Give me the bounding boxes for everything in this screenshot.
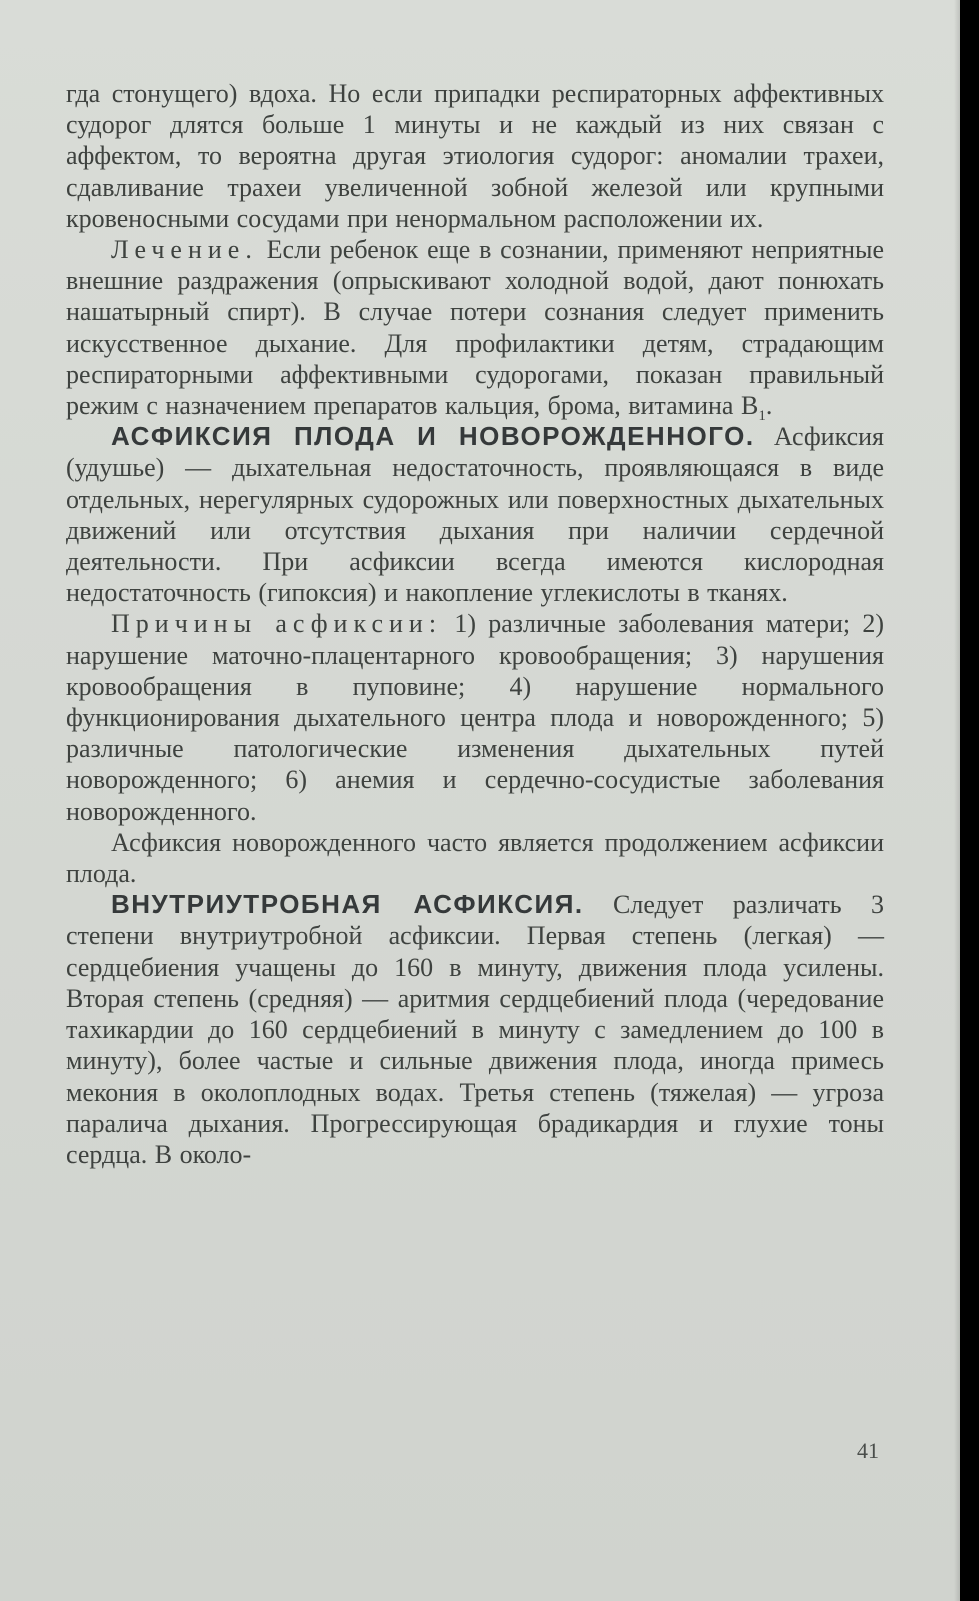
- continuation-text: Асфиксия новорожденного часто является продолжением асфиксии плода.: [66, 827, 884, 889]
- causes-text: 1) различные заболевания матери; 2) нарушение маточно-плацентарного кровообращения; 3) нарушения кровообращения в пуповине; 4) нарушение нормального функционирования дыхательного центра плода и новорожденного; 5) различные патологические изменения дыхательных путей новорожденного; 6) анемия и сердечно-сосудистые заболевания новорожденного.: [66, 609, 884, 826]
- asphyxia-text: Асфиксия (удушье) — дыхательная недостаточность, проявляющаяся в виде отдельных, нерегулярных судорожных или поверхностных дыхательных движений или отсутствия дыхания при наличии сердечной деятельности. При асфиксии всегда имеются кислородная недостаточность (гипоксия) и накопление углекислоты в тканях.: [66, 422, 884, 608]
- paragraph-1: [66, 78, 884, 234]
- intrauterine-text: Следует различать 3 степени внутриутробной асфиксии. Первая степень (легкая) — сердцебиения учащены до 160 в минуту, движения плода усилены. Вторая степень (средняя) — аритмия сердцебиений плода (чередование тахикардии до 160 сердцебиений в минуту с замедлением до 100 в минуту), более частые и сильные движения плода, иногда примесь мекония в околоплодных водах. Третья степень (тяжелая) — угроза паралича дыхания. Прогрессирующая брадикардия и глухие тоны сердца. В около-: [66, 890, 884, 1169]
- paragraph-1-text: гда стонущего) вдоха. Но если припадки респираторных аффективных судорог длятся больше 1 минуты и не каждый из них связан с аффектом, то вероятна другая этиология судорог: аномалии трахеи, сдавливание трахеи увеличенной зобной железой или крупными кровеносными сосудами при ненормальном расположении их.: [66, 79, 884, 233]
- paragraph-intrauterine: [66, 889, 884, 1170]
- paragraph-continuation: [66, 827, 884, 889]
- vitamin-subscript: 1: [758, 408, 766, 425]
- page-number: 41: [857, 1438, 879, 1463]
- treatment-lead: Лечение.: [111, 235, 258, 265]
- section-heading-asphyxia: АСФИКСИЯ ПЛОДА И НОВОРОЖДЕННОГО.: [111, 421, 755, 452]
- paragraph-treatment: [66, 234, 884, 425]
- paragraph-asphyxia: [66, 421, 884, 608]
- page-text: [66, 78, 884, 1170]
- treatment-text: Если ребенок еще в сознании, применяют неприятные внешние раздражения (опрыскивают холодной водой, дают понюхать нашатырный спирт). В случае потери сознания следует применить искусственное дыхание. Для профилактики детям, страдающим респираторными аффективными судорогами, показан правильный режим с назначением препаратов кальция, брома, витамина B: [66, 235, 884, 421]
- paragraph-causes: [66, 608, 884, 826]
- treatment-end: .: [765, 391, 773, 421]
- causes-lead: Причины асфиксии:: [111, 609, 443, 639]
- section-heading-intrauterine: ВНУТРИУТРОБНАЯ АСФИКСИЯ.: [111, 889, 584, 920]
